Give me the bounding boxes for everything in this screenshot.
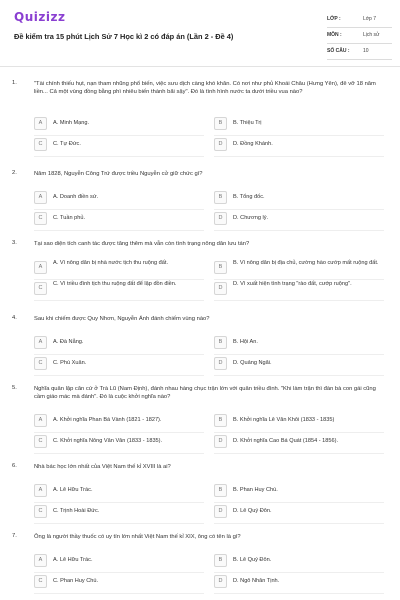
- option-letter-badge: D: [214, 505, 227, 518]
- option-text: C. Vì triều đình tịch thu ruộng đất để lập đồn điền.: [53, 281, 177, 287]
- option-divider: [34, 230, 204, 231]
- option-text: C. Tuần phủ.: [53, 215, 86, 221]
- meta-count-row: [327, 44, 392, 60]
- answer-option-b[interactable]: [214, 335, 384, 351]
- option-letter-badge: B: [214, 484, 227, 497]
- option-divider: [214, 523, 384, 524]
- option-letter-badge: B: [214, 554, 227, 567]
- option-letter-badge: D: [214, 138, 227, 151]
- option-text: B. Thiệu Trị: [233, 120, 262, 126]
- answer-option-d[interactable]: [214, 434, 384, 450]
- option-divider: [34, 135, 204, 136]
- answer-option-b[interactable]: [214, 116, 384, 132]
- option-letter-badge: A: [34, 554, 47, 567]
- header-divider: [0, 66, 400, 67]
- option-divider: [214, 453, 384, 454]
- option-divider: [214, 375, 384, 376]
- option-divider: [214, 593, 384, 594]
- option-letter-badge: B: [214, 191, 227, 204]
- option-letter-badge: B: [214, 117, 227, 130]
- meta-count-label: SỐ CÂU :: [327, 48, 350, 54]
- question-number: 2.: [12, 170, 17, 176]
- page-header: [0, 0, 400, 64]
- option-divider: [214, 432, 384, 433]
- quizizz-logo: Quizizz: [14, 10, 66, 24]
- quiz-meta: [327, 12, 392, 60]
- meta-count-value: 10: [363, 48, 369, 54]
- meta-subject-row: [327, 28, 392, 44]
- answer-option-d[interactable]: [214, 281, 384, 297]
- answer-option-d[interactable]: [214, 137, 384, 153]
- meta-class-label: LỚP :: [327, 16, 341, 22]
- option-letter-badge: A: [34, 484, 47, 497]
- option-divider: [214, 209, 384, 210]
- option-text: C. Khởi nghĩa Nông Văn Vân (1833 - 1835).: [53, 438, 163, 444]
- answer-option-b[interactable]: [214, 260, 384, 276]
- question-text: Nghĩa quân lập căn cứ ở Trà Lũ (Nam Định), đánh nhau hàng chục trận lớn với quân triều đình. "Khi làm trận thì đàn bà con gái cũng cầm giáo mác mà đánh". Đó là cuộc khởi nghĩa nào?: [34, 386, 376, 400]
- option-letter-badge: A: [34, 191, 47, 204]
- option-letter-badge: C: [34, 138, 47, 151]
- question-number: 7.: [12, 533, 17, 539]
- answer-option-a[interactable]: [34, 413, 204, 429]
- question-number: 3.: [12, 240, 17, 246]
- answer-option-a[interactable]: [34, 335, 204, 351]
- answer-option-b[interactable]: [214, 553, 384, 569]
- option-text: A. Minh Mạng.: [53, 120, 90, 126]
- answer-option-d[interactable]: [214, 356, 384, 372]
- answer-option-b[interactable]: [214, 190, 384, 206]
- answer-option-d[interactable]: [214, 211, 384, 227]
- option-letter-badge: C: [34, 505, 47, 518]
- option-letter-badge: C: [34, 435, 47, 448]
- question-number: 6.: [12, 463, 17, 469]
- option-text: B. Phan Huy Chú.: [233, 487, 278, 493]
- option-text: B. Khởi nghĩa Lê Văn Khôi (1833 - 1835): [233, 417, 335, 423]
- option-divider: [214, 230, 384, 231]
- option-text: C. Phan Huy Chú.: [53, 578, 99, 584]
- answer-option-a[interactable]: [34, 260, 204, 276]
- question-number: 5.: [12, 385, 17, 391]
- question-text: "Tài chính thiếu hụt, nạn tham nhũng phổ biến, việc sưu dịch càng khó khăn. Có nơi như phủ Khoái Châu (Hưng Yên), đê vỡ 18 năm liền... Cả một vùng đồng bằng phì nhiêu biến thành bãi sậy". Đó là tình hình nước ta dưới triều vua nào?: [34, 81, 376, 95]
- question-number: 1.: [12, 80, 17, 86]
- option-divider: [34, 300, 204, 301]
- meta-subject-value: Lịch sử: [363, 32, 380, 38]
- option-text: D. Đồng Khánh.: [233, 141, 273, 147]
- option-text: A. Doanh điền sứ.: [53, 194, 99, 200]
- option-divider: [214, 135, 384, 136]
- option-letter-badge: C: [34, 357, 47, 370]
- option-text: A. Lê Hữu Trác.: [53, 557, 93, 563]
- option-letter-badge: D: [214, 282, 227, 295]
- option-text: A. Đà Nẵng.: [53, 339, 84, 345]
- option-letter-badge: B: [214, 261, 227, 274]
- option-text: A. Khởi nghĩa Phan Bá Vành (1821 - 1827).: [53, 417, 162, 423]
- answer-option-a[interactable]: [34, 190, 204, 206]
- option-divider: [34, 453, 204, 454]
- option-divider: [214, 279, 384, 280]
- answer-option-c[interactable]: [34, 574, 204, 590]
- option-divider: [34, 593, 204, 594]
- option-divider: [34, 209, 204, 210]
- answer-option-c[interactable]: [34, 356, 204, 372]
- meta-subject-label: MÔN :: [327, 32, 342, 38]
- answer-option-b[interactable]: [214, 483, 384, 499]
- answer-option-a[interactable]: [34, 116, 204, 132]
- option-letter-badge: A: [34, 414, 47, 427]
- option-divider: [34, 432, 204, 433]
- option-letter-badge: D: [214, 575, 227, 588]
- option-letter-badge: D: [214, 435, 227, 448]
- option-text: B. Vì nông dân bị địa chủ, cường hào cướp mất ruộng đất.: [233, 260, 379, 266]
- option-text: A. Lê Hữu Trác.: [53, 487, 93, 493]
- answer-option-c[interactable]: [34, 504, 204, 520]
- meta-class-value: Lớp 7: [363, 16, 377, 22]
- answer-option-c[interactable]: [34, 281, 204, 297]
- option-text: B. Lê Quý Đôn.: [233, 557, 272, 563]
- answer-option-c[interactable]: [34, 211, 204, 227]
- option-letter-badge: A: [34, 336, 47, 349]
- meta-class-row: [327, 12, 392, 28]
- option-divider: [214, 354, 384, 355]
- option-letter-badge: B: [214, 414, 227, 427]
- answer-option-c[interactable]: [34, 137, 204, 153]
- option-divider: [34, 502, 204, 503]
- question-text: Sau khi chiếm được Quy Nhơn, Nguyễn Ánh đánh chiếm vùng nào?: [34, 316, 210, 322]
- option-letter-badge: C: [34, 575, 47, 588]
- answer-option-d[interactable]: [214, 574, 384, 590]
- option-divider: [214, 572, 384, 573]
- question-text: Tại sao diện tích canh tác được tăng thêm mà vẫn còn tình trạng nông dân lưu tán?: [34, 241, 250, 247]
- option-letter-badge: A: [34, 117, 47, 130]
- option-text: C. Phú Xuân.: [53, 360, 87, 366]
- question-text: Ông là người thầy thuốc có uy tín lớn nhất Việt Nam thế kỉ XIX, ông có tên là gì?: [34, 534, 241, 540]
- option-divider: [34, 279, 204, 280]
- option-text: A. Vì nông dân bị nhà nước tịch thu ruộng đất.: [53, 260, 169, 266]
- answer-option-a[interactable]: [34, 483, 204, 499]
- option-letter-badge: C: [34, 212, 47, 225]
- option-divider: [34, 354, 204, 355]
- option-text: D. Vì xuất hiện tình trạng "rào đất, cướp ruộng".: [233, 281, 352, 287]
- option-divider: [34, 523, 204, 524]
- option-text: D. Ngô Nhân Tịnh.: [233, 578, 280, 584]
- option-divider: [34, 375, 204, 376]
- option-divider: [214, 156, 384, 157]
- question-text: Năm 1828, Nguyễn Công Trứ được triều Nguyễn cử giữ chức gì?: [34, 171, 203, 177]
- option-text: D. Khởi nghĩa Cao Bá Quát (1854 - 1856).: [233, 438, 339, 444]
- option-letter-badge: B: [214, 336, 227, 349]
- option-letter-badge: C: [34, 282, 47, 295]
- answer-option-c[interactable]: [34, 434, 204, 450]
- option-divider: [34, 572, 204, 573]
- option-divider: [214, 502, 384, 503]
- option-text: C. Trịnh Hoài Đức.: [53, 508, 100, 514]
- option-text: B. Tổng đốc.: [233, 194, 265, 200]
- answer-option-b[interactable]: [214, 413, 384, 429]
- question-number: 4.: [12, 315, 17, 321]
- option-text: D. Chương lý.: [233, 215, 269, 221]
- page-title: Đề kiểm tra 15 phút Lịch Sử 7 Học kì 2 có đáp án (Lần 2 - Đề 4): [14, 32, 234, 41]
- option-divider: [214, 300, 384, 301]
- option-text: D. Lê Quý Đôn.: [233, 508, 272, 514]
- option-divider: [34, 156, 204, 157]
- answer-option-a[interactable]: [34, 553, 204, 569]
- question-text: Nhà bác học lớn nhất của Việt Nam thế kỉ XVIII là ai?: [34, 464, 171, 470]
- option-letter-badge: A: [34, 261, 47, 274]
- option-letter-badge: D: [214, 357, 227, 370]
- option-text: D. Quảng Ngãi.: [233, 360, 272, 366]
- answer-option-d[interactable]: [214, 504, 384, 520]
- option-letter-badge: D: [214, 212, 227, 225]
- option-text: C. Tự Đức.: [53, 141, 81, 147]
- option-text: B. Hội An.: [233, 339, 258, 345]
